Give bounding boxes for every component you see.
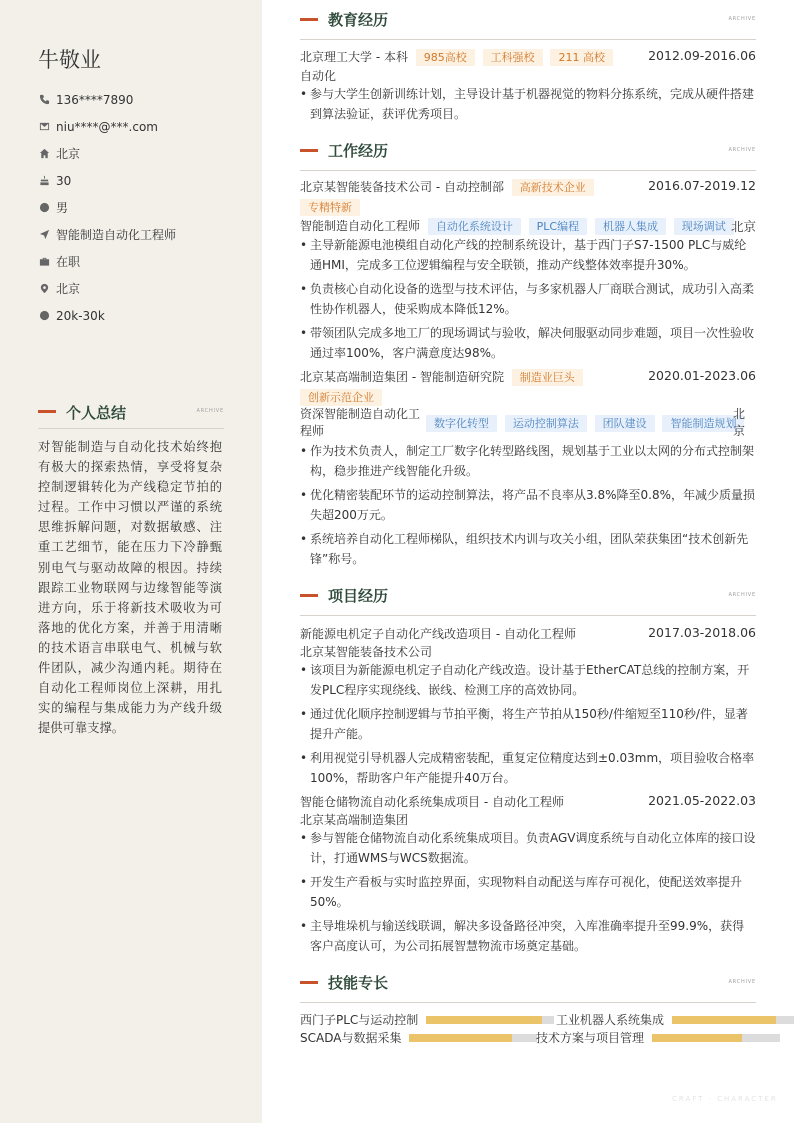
- project-bullet: [300, 748, 756, 788]
- bullet-text: 主导堆垛机与输送线联调，解决多设备路径冲突，入库准确率提升至99.9%，获得客户高度认可，为公司拓展智慧物流市场奠定基础。: [310, 919, 745, 953]
- job-bullet: [300, 235, 756, 275]
- job-date: 2016.07-2019.12: [648, 178, 756, 193]
- project-title-row: [300, 625, 756, 642]
- project-title-row: [300, 793, 756, 810]
- skill-tag-group: [422, 415, 744, 432]
- job-city: 北京: [730, 219, 756, 234]
- bullet-text: 参与大学生创新训练计划，主导设计基于机器视觉的物料分拣系统，完成从硬件搭建到算法验证，获评优秀项目。: [310, 87, 755, 121]
- education-major: 自动化: [300, 69, 337, 83]
- project-name: 智能仓储物流自动化系统集成项目 - 自动化工程师: [300, 795, 564, 809]
- bullet-dot: •: [300, 751, 308, 765]
- project-bullet: [300, 916, 756, 956]
- job-city-line: 北: [733, 407, 746, 421]
- skill-tag: 自动化系统设计: [428, 218, 521, 235]
- skills-header: [300, 972, 756, 1003]
- bullet-text: 优化精密装配环节的运动控制算法，将产品不良率从3.8%降至0.8%，年减少质量损失超200万元。: [310, 488, 755, 522]
- project-org: 北京某高端制造集团: [300, 813, 409, 827]
- skill-bar: [409, 1034, 537, 1042]
- contact-text: 136****7890: [56, 92, 134, 107]
- project-org: 北京某智能装备技术公司: [300, 645, 433, 659]
- bullet-text: 该项目为新能源电机定子自动化产线改造。设计基于EtherCAT总线的控制方案，开发PLC程序实现绕线、嵌线、检测工序的高效协同。: [310, 663, 750, 697]
- company-tag: 专精特新: [300, 199, 360, 216]
- job-city-line: 京: [733, 424, 746, 438]
- cake-icon: [38, 175, 50, 187]
- skill-bar: [426, 1016, 554, 1024]
- school-tag: 工科强校: [483, 49, 543, 66]
- archive-label: ARCHIVE: [728, 147, 756, 153]
- skill-name: 技术方案与项目管理: [536, 1031, 645, 1045]
- skill-item: [300, 1029, 537, 1046]
- education-header: [300, 9, 756, 40]
- company-tag: 创新示范企业: [300, 389, 382, 406]
- skill-tag: 数字化转型: [426, 415, 497, 432]
- job-bullet: [300, 279, 756, 319]
- send-icon: [38, 229, 50, 241]
- contact-salary: [38, 302, 176, 329]
- email-icon: [38, 121, 50, 133]
- archive-label: ARCHIVE: [728, 592, 756, 598]
- section-title: 项目经历: [328, 587, 389, 605]
- contact-gender: [38, 194, 176, 221]
- skill-bar: [652, 1034, 780, 1042]
- contact-text: 北京: [56, 282, 81, 296]
- bullet-text: 作为技术负责人，制定工厂数字化转型路线图，规划基于工业以太网的分布式控制架构，稳步推进产线智能化升级。: [310, 444, 755, 478]
- contact-location: [38, 275, 176, 302]
- contact-text: 30: [56, 173, 72, 188]
- section-title: 技能专长: [328, 974, 389, 992]
- contact-status: [38, 248, 176, 275]
- job-role-line: 程师: [300, 424, 325, 438]
- education-bullet: [300, 84, 756, 124]
- skill-bar-fill: [426, 1016, 541, 1024]
- project-bullet: [300, 660, 756, 700]
- bullet-text: 利用视觉引导机器人完成精密装配，重复定位精度达到±0.03mm，项目验收合格率100%，帮助客户年产能提升40万台。: [310, 751, 755, 785]
- school-name: 北京理工大学 - 本科: [300, 50, 408, 64]
- briefcase-icon: [38, 256, 50, 268]
- skill-bar-fill: [652, 1034, 742, 1042]
- education-date: 2012.09-2016.06: [648, 48, 756, 63]
- job-company-row: [300, 178, 756, 196]
- candidate-name: 牛敬业: [38, 48, 101, 72]
- home-icon: [38, 148, 50, 160]
- bullet-text: 开发生产看板与实时监控界面，实现物料自动配送与库存可视化，使配送效率提升50%。: [310, 875, 743, 909]
- job-company-tag-row: [300, 199, 756, 216]
- skill-tag: PLC编程: [529, 218, 587, 235]
- bullet-dot: •: [300, 707, 308, 721]
- job-role-row: [300, 217, 756, 235]
- bullet-dot: •: [300, 444, 308, 458]
- project-name: 新能源电机定子自动化产线改造项目 - 自动化工程师: [300, 627, 576, 641]
- contact-phone: [38, 86, 176, 113]
- contact-list: [38, 86, 176, 329]
- archive-label: ARCHIVE: [728, 979, 756, 985]
- bullet-dot: •: [300, 831, 308, 845]
- watermark: CRAFT · CHARACTER: [672, 1095, 778, 1103]
- skill-tag: 团队建设: [595, 415, 655, 432]
- skill-item: [300, 1011, 554, 1028]
- project-date: 2021.05-2022.03: [648, 793, 756, 808]
- bullet-dot: •: [300, 238, 308, 252]
- company-name: 北京某高端制造集团 - 智能制造研究院: [300, 370, 504, 384]
- bullet-dot: •: [300, 488, 308, 502]
- project-bullet: [300, 828, 756, 868]
- bullet-text: 系统培养自动化工程师梯队，组织技术内训与攻关小组，团队荣获集团“技术创新先锋”称号。: [310, 532, 749, 566]
- contact-text: 男: [56, 201, 69, 215]
- skill-bar-fill: [409, 1034, 511, 1042]
- job-bullet: [300, 529, 756, 569]
- bullet-dot: •: [300, 532, 308, 546]
- bullet-dot: •: [300, 282, 308, 296]
- section-title: 工作经历: [328, 142, 389, 160]
- accent-bar: [300, 149, 318, 152]
- section-title: 个人总结: [66, 404, 127, 422]
- job-role: 智能制造自动化工程师: [300, 219, 421, 233]
- contact-text: 北京: [56, 147, 81, 161]
- archive-label: ARCHIVE: [196, 408, 224, 414]
- bullet-dot: •: [300, 326, 308, 340]
- accent-bar: [300, 594, 318, 597]
- skill-name: 西门子PLC与运动控制: [300, 1013, 419, 1027]
- bullet-dot: •: [300, 919, 308, 933]
- contact-position: [38, 221, 176, 248]
- bullet-dot: •: [300, 663, 308, 677]
- skill-bar-fill: [672, 1016, 776, 1024]
- skill-bar: [672, 1016, 794, 1024]
- job-role-line: 资深智能制造自动化工: [300, 407, 421, 421]
- project-bullet: [300, 704, 756, 744]
- project-date: 2017.03-2018.06: [648, 625, 756, 640]
- job-company-row: [300, 368, 756, 386]
- bullet-text: 带领团队完成多地工厂的现场调试与验收，解决伺服驱动同步难题，项目一次性验收通过率100%，客户满意度达98%。: [310, 326, 755, 360]
- job-role: [300, 406, 420, 440]
- company-name: 北京某智能装备技术公司 - 自动控制部: [300, 180, 504, 194]
- skill-name: SCADA与数据采集: [300, 1031, 402, 1045]
- skill-tag: 智能制造规划: [662, 415, 744, 432]
- project-bullet: [300, 872, 756, 912]
- school-tag: 211 高校: [550, 49, 613, 66]
- skill-item: [556, 1011, 794, 1028]
- work-header: [300, 140, 756, 171]
- skill-tag: 运动控制算法: [505, 415, 587, 432]
- archive-label: ARCHIVE: [728, 16, 756, 22]
- bullet-text: 参与智能仓储物流自动化系统集成项目。负责AGV调度系统与自动化立体库的接口设计，打通WMS与WCS数据流。: [310, 831, 756, 865]
- contact-text: 智能制造自动化工程师: [56, 228, 177, 242]
- education-school-row: [300, 48, 756, 66]
- skill-item: [536, 1029, 780, 1046]
- company-tag: 制造业巨头: [512, 369, 583, 386]
- job-city: [733, 406, 745, 440]
- summary-text: 对智能制造与自动化技术始终抱有极大的探索热情，享受将复杂控制逻辑转化为产线稳定节拍的过程。工作中习惯以严谨的系统思维拆解问题，对数据敏感、注重工艺细节，能在压力下冷静甄别电气与驱动故障的根因。持续跟踪工业物联网与边缘智能等演进方向，乐于将新技术吸收为可落地的优化方案，并善于用清晰的技术语言串联电气、机械与软件团队，减少沟通内耗。期待在自动化工程师岗位上深耕，用扎实的编程与集成能力为产线升级提供可靠支撑。: [38, 440, 222, 736]
- bullet-dot: •: [300, 875, 308, 889]
- skill-name: 工业机器人系统集成: [556, 1013, 665, 1027]
- skill-tag: 机器人集成: [595, 218, 666, 235]
- contact-text: 20k-30k: [56, 308, 105, 323]
- summary-header: [38, 402, 224, 429]
- phone-icon: [38, 94, 50, 106]
- bullet-text: 负责核心自动化设备的选型与技术评估，与多家机器人厂商联合测试，成功引入高柔性协作机器人，使采购成本降低12%。: [310, 282, 755, 316]
- skill-tag: 现场调试: [674, 218, 734, 235]
- school-tag: 985高校: [416, 49, 475, 66]
- contact-email: [38, 113, 176, 140]
- accent-bar: [38, 410, 56, 413]
- bullet-text: 通过优化顺序控制逻辑与节拍平衡，将生产节拍从150秒/件缩短至110秒/件，显著提升产能。: [310, 707, 748, 741]
- salary-icon: [38, 310, 50, 322]
- bullet-dot: •: [300, 87, 308, 101]
- job-date: 2020.01-2023.06: [648, 368, 756, 383]
- bullet-text: 主导新能源电池模组自动化产线的控制系统设计，基于西门子S7-1500 PLC与威纶通HMI，完成多工位逻辑编程与安全联锁，推动产线整体效率提升30%。: [310, 238, 747, 272]
- contact-text: niu****@***.com: [56, 119, 158, 134]
- job-role-row: [300, 406, 756, 440]
- job-bullet: [300, 485, 756, 525]
- contact-age: [38, 167, 176, 194]
- location-icon: [38, 283, 50, 295]
- company-tag: 高新技术企业: [512, 179, 594, 196]
- section-title: 教育经历: [328, 11, 389, 29]
- job-bullet: [300, 441, 756, 481]
- gender-icon: [38, 202, 50, 214]
- contact-home: [38, 140, 176, 167]
- accent-bar: [300, 18, 318, 21]
- job-company-tag-row: [300, 389, 756, 406]
- accent-bar: [300, 981, 318, 984]
- contact-text: 在职: [56, 255, 81, 269]
- projects-header: [300, 585, 756, 616]
- job-bullet: [300, 323, 756, 363]
